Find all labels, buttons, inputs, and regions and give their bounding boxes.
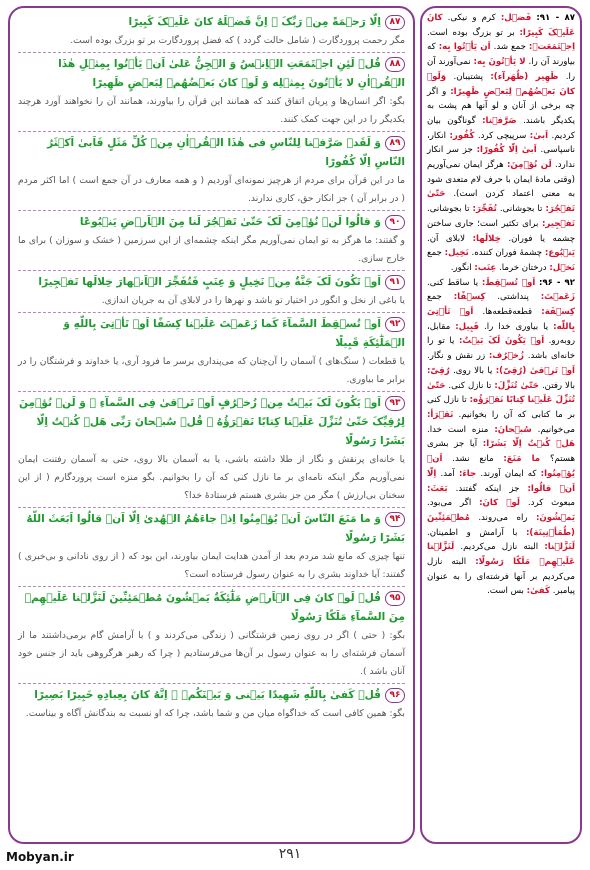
page-number: ۲۹۱ [278, 846, 302, 862]
glossary-definition: لابلای آن. [427, 233, 473, 244]
glossary-term: لَنَزَّلۡنا: [544, 542, 575, 553]
verse-arabic-text: اَوۡ تُسۡقِطَ السَّمآءَ کَما زَعَمۡتَ عَلَیۡنا کِسَفًا اَوۡ تَأۡتِیَ بِاللّهِ وَ الۡمَلٰٓئِکَةِ قَبِیلًا [63, 318, 405, 349]
glossary-definition: مقابل، رو‌به‌رو. [427, 321, 576, 347]
verse-number-badge: ۹۱ [385, 275, 405, 290]
glossary-definition: و اگر چه برخی از آنان و لو آنها هم پشت به یکدیگر باشند. [427, 86, 576, 126]
glossary-term: صَرَّفۡنا: [482, 115, 517, 126]
glossary-term: جاءَ: [458, 468, 477, 479]
verse-arabic-text: وَ ما مَنَعَ النّاسَ اَنۡ یُؤۡمِنُوا اِذۡ جاءَهُمُ الۡهُدیٰ اِلّا اَنۡ قالُوا اَبَعَثَ اللّهُ بَشَرًا رَسُولًا [26, 513, 405, 544]
glossary-definition: چشمهٔ فوران کننده. [471, 248, 545, 259]
glossary-definition: بر تو بزرگ بوده است. [427, 27, 520, 38]
verse-translation: یا خانه‌ای پرنقش و نگار از طلا داشته باشی، یا به آسمان بالا روی، حتی به آسمان رفتنت ایمان نمی‌آوریم مگر اینکه نامه‌ای بر ما نازل کنی که آن را بخوانیم. بگو منزه است پروردگارم ( از این سخنان بی‌ارزش ) مگر من جز بشری هستم فرستادهٔ خدا؟ [18, 454, 405, 501]
verse-divider [18, 270, 405, 271]
verse-number-badge: ۹۳ [385, 396, 405, 411]
glossary-definition: سرپیچی کرد. [477, 130, 530, 141]
verse-number-badge: ۸۷ [385, 15, 405, 30]
verse-arabic [18, 686, 405, 705]
verse-arabic-text: اِلّا رَحۡمَةً مِنۡ رَبِّکَ ۚ اِنَّ فَضۡلَهُ کانَ عَلَیۡکَ کَبِیرًا [128, 16, 381, 28]
verse-arabic-text: قُلۡ کَفیٰ بِاللّهِ شَهِیدًا بَیۡنی وَ بَیۡنَکُمۡ ۚ اِنَّهُ کانَ بِعِبادِهِ خَبِیرًا بَصِیرًا [34, 689, 381, 701]
glossary-definition: آمد. [440, 468, 459, 479]
verse-arabic [18, 13, 405, 32]
verse-number-badge: ۹۶ [385, 688, 405, 703]
verse-number-badge: ۹۵ [385, 591, 405, 606]
verse-translation: بگو: اگر انسان‌ها و پریان اتفاق کنند که همانند این قرآن را بیاورند، همانند آن را نخواهند آورد هرچند یکدیگر را در این جهت کمک کنند. [18, 96, 405, 125]
glossary-definition: درختان خرما. [499, 262, 550, 273]
glossary-definition: مبعوث کرد. [527, 498, 576, 509]
glossary-definition: راه می‌روند. [478, 512, 536, 523]
glossary-term: زَعَمۡتَ: [540, 292, 575, 303]
glossary-definition: آیا جز بشری هستم؟ [427, 439, 576, 465]
glossary-term: عِنَب: [474, 262, 497, 273]
verse-arabic [18, 134, 405, 172]
verse-arabic-text: وَ لَقَدۡ صَرَّفۡنا لِلنّاسِ فی هٰذَا الۡقُرۡاٰنِ مِنۡ کُلِّ مَثَلٍ فَاَبیٰ اَکۡثَرُ النّاسِ اِلّا کُفُورًا [47, 137, 405, 168]
glossary-term: رُقِیّ: [427, 365, 450, 376]
glossary-term: یَمۡشُونَ: [535, 512, 575, 523]
glossary-term: اَنۡ یُؤۡمِنُوا: [427, 454, 576, 479]
glossary-definition: انگور. [450, 262, 475, 273]
verse-divider [18, 52, 405, 53]
glossary-definition: که ایمان آورند. [480, 468, 541, 479]
glossary-term: کِسۡفًا: [453, 292, 486, 303]
glossary-definition: یا ساقط کنی. [427, 277, 482, 288]
glossary-term: حَتّیٰ تُنَزِّلَ: [494, 380, 539, 391]
glossary-definition: یا بیاوری خدا را. [484, 321, 554, 332]
glossary-term: اَوۡ تَأۡتِیَ بِاللّه: [427, 307, 575, 332]
verse-number-badge: ۹۴ [385, 512, 405, 527]
glossary-term: نَقۡرَأ: [427, 409, 454, 420]
verse-arabic-text: اَوۡ تَکُونَ لَکَ جَنَّةٌ مِنۡ نَخِیلٍ وَ عِنَبٍ فَتُفَجِّرَ الۡاَنۡهارَ خِلالَها تَفۡجِیرًا [38, 276, 381, 288]
glossary-term: ما مَنَعَ: [503, 454, 541, 465]
glossary-term: اَوۡ یَکُونَ لَکَ بَیۡتٌ: [458, 336, 545, 347]
verse-arabic [18, 394, 405, 451]
glossary-term: کَفیٰ: [526, 586, 550, 597]
glossary-definition: نمی‌آورند آن را. [427, 57, 576, 82]
site-watermark[interactable]: Mobyan.ir [6, 850, 74, 864]
glossary-definition: البته نازل می‌کردیم. [460, 542, 545, 553]
verse-arabic-text: وَ قالُوا لَنۡ نُؤۡمِنَ لَکَ حَتّیٰ تَفۡجُرَ لَنا مِنَ الۡاَرۡضِ یَنۡبُوعًا [79, 216, 381, 228]
glossary-heading: ۹۲ - ۹۶: [539, 277, 575, 288]
glossary-term: لَنَزَّلۡنا عَلَیۡهِمۡ مَلَکًا رَسُولًا: [427, 542, 575, 568]
verse-divider [18, 507, 405, 508]
verse-translation: و گفتند: ما هرگز به تو ایمان نمی‌آوریم مگر اینکه چشمه‌ای از این سرزمین ( خشک و سوزان ) برای ما خارج سازی. [18, 235, 405, 264]
verse-list [18, 13, 405, 723]
glossary-text [427, 11, 575, 599]
glossary-term: سُبۡحانَ: [494, 424, 532, 435]
glossary-term: وَلَوۡ کانَ بَعۡضُهُمۡ لِبَعۡضٍ ظَهِیرًا: [427, 71, 575, 97]
verse-arabic-text: قُلۡ لَوۡ کانَ فِی الۡاَرۡضِ مَلٰٓئِکَةٌ یَمۡشُونَ مُطۡمَئِنِّینَ لَنَزَّلۡنا عَلَیۡهِمۡ مِنَ السَّمآءِ مَلَکًا رَسُولًا [24, 592, 405, 623]
verse-divider [18, 586, 405, 587]
verse-arabic [18, 589, 405, 627]
glossary-definition: تا بجوشانی. [499, 204, 546, 215]
glossary-term: اَوۡ تُسۡقِطَ: [481, 277, 536, 288]
verses-panel [8, 6, 415, 844]
glossary-term: اِجۡتَمَعَتۡ: [528, 42, 576, 53]
verse-translation: تنها چیزی که مانع شد مردم بعد از آمدن هدایت ایمان بیاورند، این بود که ( از روی نادانی و بی‌خبری ) گفتند: آیا خداوند بشری را به عنوان رسول فرستاده است؟ [18, 551, 405, 580]
glossary-definition: جمع [427, 248, 445, 259]
verse-arabic-text: قُلۡ لَئِنِ اجۡتَمَعَتِ الۡاِنۡسُ وَ الۡجِنُّ عَلیٰ اَنۡ یَأۡتُوا بِمِثۡلِ هٰذَا الۡقُرۡاٰنِ لا یَأۡتُونَ بِمِثۡلِه وَ لَوۡ کانَ بَعۡضُهُمۡ لِبَعۡضٍ ظَهِیرًا [58, 58, 405, 89]
verse-divider [18, 131, 405, 132]
glossary-term: یَنۡبُوع: [544, 248, 575, 259]
glossary-definition: هرگز ایمان نمی‌آوریم (وقتی مادهٔ ایمان با حرف لام متعدی شود به معنی اعتماد کردن است). [427, 160, 575, 200]
glossary-definition: که بیاورند آن را. [427, 42, 575, 68]
glossary-definition: پنداشتی. [497, 292, 541, 303]
verse-arabic [18, 213, 405, 232]
glossary-term: قَبِیل: [455, 321, 480, 332]
verse-divider [18, 391, 405, 392]
glossary-definition: یا بالا روی. [453, 365, 496, 376]
glossary-definition: برای تکثیر است؛ جاری ساختن چشمه یا فوران. [427, 218, 576, 244]
verse-arabic [18, 510, 405, 548]
glossary-definition: قطعه‌قطعه‌ها. [482, 307, 542, 318]
verse-translation: یا قطعات ( سنگ‌های ) آسمان را آن‌چنان که می‌پنداری برسر ما فرود آری، یا خداوند و فرشتگان را در برابر ما بیاوری. [18, 356, 405, 385]
glossary-section [427, 11, 575, 276]
verse-arabic [18, 55, 405, 93]
glossary-term: حَتّیٰ تُنَزِّلَ عَلَیۡنا کِتابًا نَقۡرَؤُه: [427, 380, 575, 406]
glossary-definition: تا نازل کنی. [448, 380, 495, 391]
glossary-definition: منزه است خدا. [427, 424, 495, 435]
glossary-term: حَتّیٰ تَفۡجُرَ: [427, 189, 575, 215]
glossary-heading: ۸۷ - ۹۱: [536, 13, 576, 23]
glossary-definition: جمع شد. [493, 42, 529, 53]
verse-translation: بگو: ( حتی ) اگر در روی زمین فرشتگانی ( زندگی می‌کردند و ) با آرامش گام برمی‌داشتند ما از آسمان فرشته‌ای را به عنوان رسول بر آن‌ها می‌فرستادیم ( چرا که رهبر هرگروهی باید از جنس خود آنان باشد ). [18, 630, 405, 677]
verse-translation: بگو: همین کافی است که خداگواه میان من و شما باشد، چرا که او نسبت به بندگانش آگاه و بیناست. [25, 708, 405, 719]
verse-number-badge: ۹۲ [385, 317, 405, 332]
verse-arabic [18, 273, 405, 292]
glossary-definition: پشتیبان. [453, 71, 491, 82]
glossary-definition: زر نقش و نگار. [427, 351, 489, 362]
glossary-term: اَبیٰ: [529, 130, 549, 141]
glossary-term: لَوۡ کانَ: [479, 498, 521, 509]
glossary-term: اَن یَأۡتُوا بِه: [438, 42, 491, 53]
glossary-term: نَخۡل: [549, 262, 575, 273]
glossary-term: بَعَثَ: [427, 483, 448, 494]
glossary-definition: بس است. [487, 586, 527, 597]
glossary-definition: بالا رفتن. [541, 380, 575, 391]
glossary-term: نَخِیل: [444, 248, 469, 259]
glossary-term: ظَهِیر (ظُهَرآء): [490, 71, 559, 82]
glossary-term: زُخۡرُف: [488, 351, 524, 362]
glossary-term: اِلّا اَنۡ قالُوا: [427, 468, 576, 494]
glossary-term: کُفُور: [449, 130, 475, 141]
glossary-term: تُفَجِّرَ: [472, 204, 497, 215]
glossary-definition: کرم و نیکی. [447, 13, 501, 23]
glossary-term: اَبیٰ اِلّا کُفُورًا: [476, 145, 537, 156]
glossary-term: لَن نُؤۡمِنَ: [506, 160, 552, 171]
glossary-definition: جز اینکه گفتند. [455, 483, 528, 494]
glossary-definition: البته نازل می‌کردیم بر آنها فرشته‌ای را به عنوان پیامبر. [427, 557, 575, 597]
glossary-definition: یا تو را خانه‌ای باشد. [427, 336, 576, 362]
glossary-term: خِلالَها: [472, 233, 501, 244]
verse-translation: مگر رحمت پروردگارت ( شامل حالت گردد ) که فضل پروردگارت بر تو بزرگ بوده است. [70, 35, 405, 46]
glossary-term: لا یَأۡتُونَ بِه: [473, 57, 526, 68]
glossary-definition: تا نازل کنی بر ما کتابی که آن را بخوانیم. [427, 395, 576, 420]
glossary-definition: با آرامش و اطمینان. [427, 527, 526, 538]
verse-number-badge: ۹۰ [385, 215, 405, 230]
glossary-section [427, 276, 575, 599]
glossary-term: مُطۡمَئِنِّینَ (طُمَأۡنِینَة): [427, 512, 575, 538]
glossary-term: کِسۡفَة: [541, 307, 575, 318]
verse-translation: ما در این قرآن برای مردم از هرچیز نمونه‌ای آوردیم ( و همه معارف در آن جمع است ) اما اکثر مردم ( در برابر آن ) جز انکار حق، کاری ندارند. [18, 175, 405, 204]
glossary-term: تَفۡجِیر: [541, 218, 575, 229]
glossary-definition: جمع [427, 292, 454, 303]
verse-arabic-text: اَوۡ یَکُونَ لَکَ بَیۡتٌ مِنۡ زُخۡرُفٍ اَوۡ تَرۡقیٰ فِی السَّمآءِ ۖ وَ لَنۡ نُؤۡمِنَ لِرُقِیِّکَ حَتّیٰ تُنَزِّلَ عَلَیۡنا کِتابًا نَقۡرَؤُهُ ۗ قُلۡ سُبۡحانَ رَبِّی هَلۡ کُنۡتُ اِلّا بَشَرًا رَسُولًا [18, 397, 405, 447]
glossary-term: فَضۡل: [500, 13, 532, 23]
glossary-term: هَلۡ کُنۡتُ اِلّا بَشَرًا: [482, 439, 575, 450]
glossary-definition: گوناگون بیان کردیم. [427, 115, 575, 141]
glossary-definition: می‌خوانیم. [537, 424, 575, 435]
glossary-definition: اگر می‌بود. [427, 498, 480, 509]
verse-divider [18, 683, 405, 684]
glossary-definition: تا بجوشانی. [427, 204, 473, 215]
verse-number-badge: ۸۸ [385, 57, 405, 72]
verse-arabic [18, 315, 405, 353]
glossary-definition: جز سر انکار ندارد. [427, 145, 575, 171]
glossary-panel [420, 6, 582, 844]
glossary-term: اَوۡ تَرۡقیٰ (رُقِیّ): [495, 365, 575, 376]
verse-translation: یا باغی از نخل و انگور در اختیار تو باشد و نهرها را در لابلای آن به جریان اندازی. [101, 295, 405, 306]
glossary-definition: مانع نشد. [452, 454, 504, 465]
glossary-definition: انکار، ناسپاسی. [427, 130, 575, 156]
glossary-term: کانَ عَلَیۡکَ کَبِیرًا: [427, 13, 575, 38]
verse-divider [18, 312, 405, 313]
verse-divider [18, 210, 405, 211]
verse-number-badge: ۸۹ [385, 136, 405, 151]
